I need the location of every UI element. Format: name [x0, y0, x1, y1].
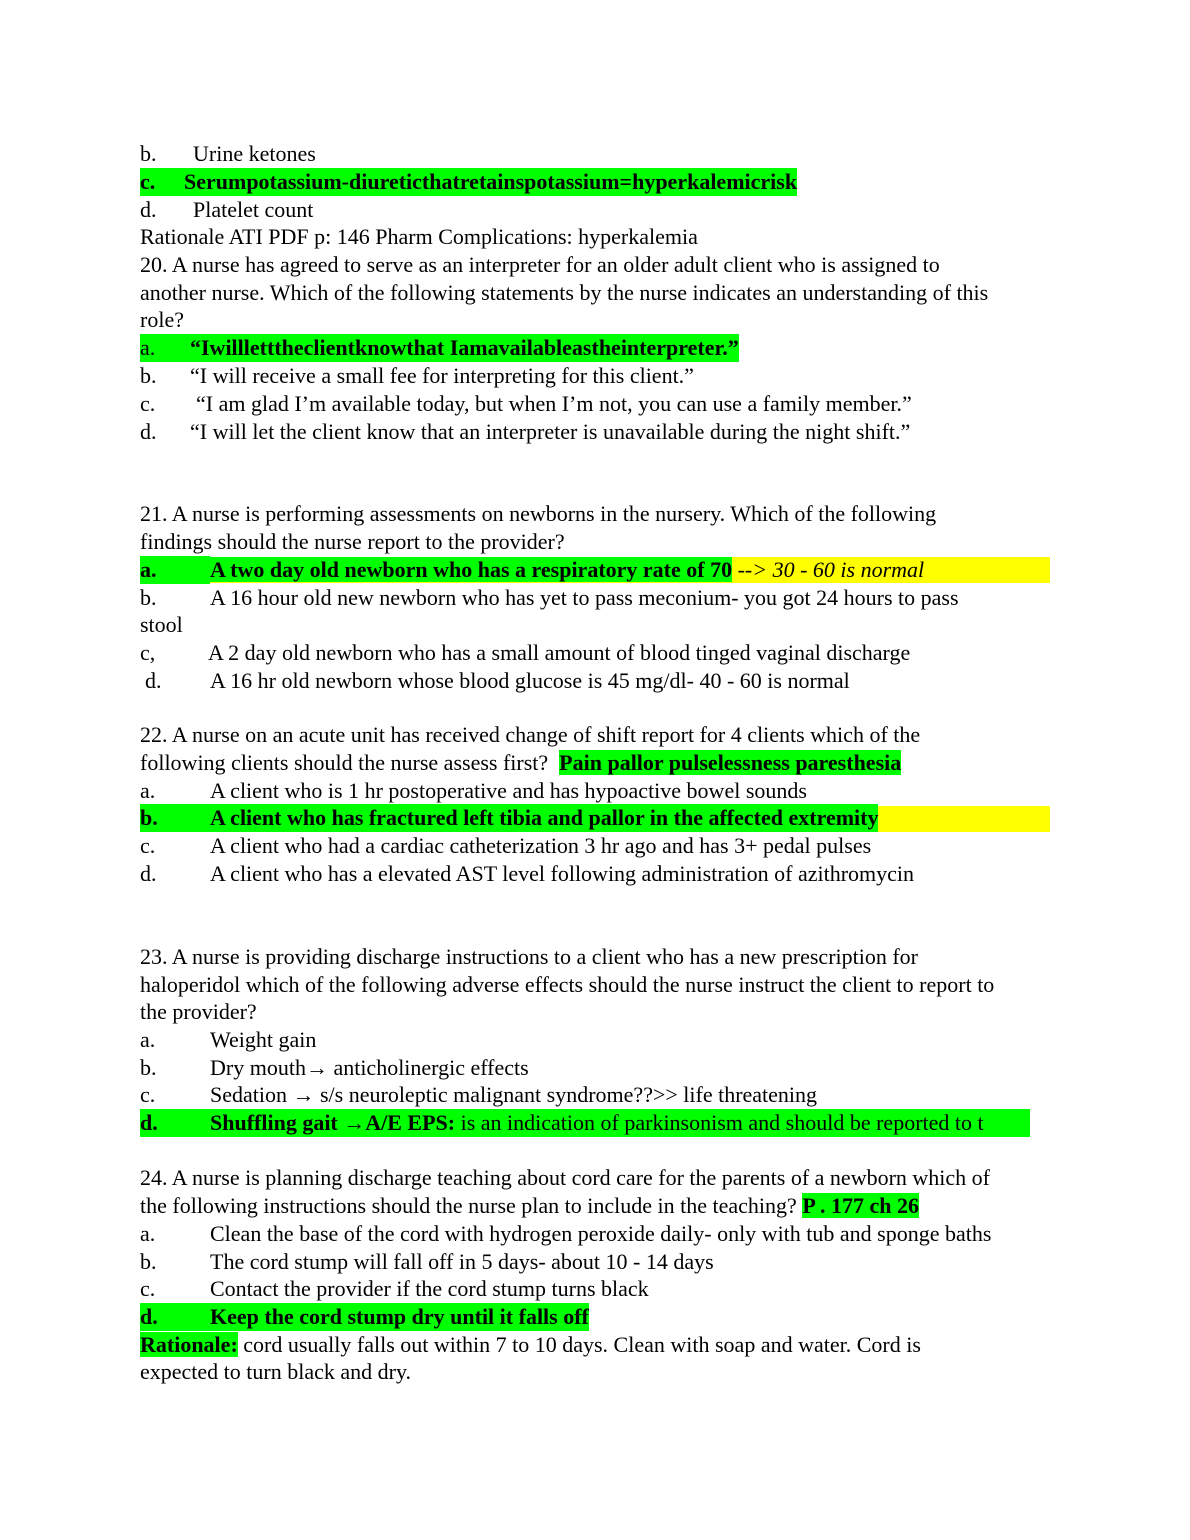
option-marker: c. — [140, 1082, 156, 1107]
q21-stem-line1: 21. A nurse is performing assessments on newborns in the nursery. Which of the following — [140, 501, 937, 526]
q24-rationale — [140, 1331, 921, 1359]
option-text: A 16 hr old newborn whose blood glucose is 45 mg/dl- 40 - 60 is normal — [210, 668, 850, 693]
stem-text: following clients should the nurse assess first? — [140, 750, 560, 775]
option-text: Contact the provider if the cord stump turns black — [210, 1276, 649, 1301]
option-text: Clean the base of the cord with hydrogen peroxide daily- only with tub and sponge baths — [210, 1221, 992, 1246]
option-text: A two day old newborn who has a respiratory rate of 70 — [210, 557, 733, 582]
option-marker: c, — [140, 640, 156, 665]
option-marker: a. — [140, 1027, 156, 1052]
option-marker: d. — [140, 861, 157, 886]
option-marker: c. — [140, 833, 156, 858]
option-text: Sedation → s/s neuroleptic malignant syndrome??>> life threatening — [210, 1082, 818, 1107]
q24-stem-line1: 24. A nurse is planning discharge teaching about cord care for the parents of a newborn which of — [140, 1165, 990, 1190]
option-marker: a. — [140, 778, 156, 803]
option-text: Urine ketones — [193, 141, 316, 166]
option-text: A client who has a elevated AST level following administration of azithromycin — [210, 861, 915, 886]
option-text: “I will receive a small fee for interpreting for this client.” — [190, 363, 694, 388]
option-marker: a. — [140, 334, 190, 362]
option-marker: c. — [140, 168, 184, 196]
option-text: A 16 hour old new newborn who has yet to pass meconium- you got 24 hours to pass — [210, 585, 959, 610]
option-marker: c. — [140, 391, 156, 416]
option-text: A 2 day old newborn who has a small amount of blood tinged vaginal discharge — [208, 640, 911, 665]
option-marker: b. — [140, 804, 210, 832]
stem-text: the following instructions should the nurse plan to include in the teaching? — [140, 1193, 803, 1218]
option-marker: d. — [145, 668, 162, 693]
q24-stem-line2 — [140, 1192, 919, 1220]
option-marker: b. — [140, 1249, 157, 1274]
option-marker: d. — [140, 419, 157, 444]
q22-stem-line2 — [140, 749, 901, 777]
q21-stem-line2: findings should the nurse report to the provider? — [140, 529, 565, 554]
stem-highlight-note: Pain pallor pulselessness paresthesia — [559, 750, 902, 775]
option-text: “I will let the client know that an interpreter is unavailable during the night shift.” — [190, 419, 911, 444]
option-text: Weight gain — [210, 1027, 317, 1052]
option-marker: d. — [140, 1303, 210, 1331]
q23-stem-line1: 23. A nurse is providing discharge instructions to a client who has a new prescription for — [140, 944, 919, 969]
option-text: Platelet count — [193, 197, 314, 222]
option-text: A client who had a cardiac catheterization 3 hr ago and has 3+ pedal pulses — [210, 833, 872, 858]
option-text: Dry mouth→ anticholinergic effects — [210, 1055, 529, 1080]
stem-page-reference: P . 177 ch 26 — [802, 1193, 920, 1218]
option-marker: b. — [140, 1055, 157, 1080]
option-text: “Iwillletttheclientknowthat Iamavailableastheinterpreter.” — [190, 335, 739, 360]
option-marker: d. — [140, 197, 157, 222]
q22-stem-line1: 22. A nurse on an acute unit has received change of shift report for 4 clients which of the — [140, 722, 921, 747]
option-marker: b. — [140, 141, 157, 166]
option-marker: b. — [140, 363, 157, 388]
option-marker: d. — [140, 1109, 210, 1137]
option-marker: b. — [140, 585, 157, 610]
q23-stem-line3: the provider? — [140, 999, 257, 1024]
q20-stem-line3: role? — [140, 307, 184, 332]
q19-rationale: Rationale ATI PDF p: 146 Pharm Complications: hyperkalemia — [140, 224, 698, 249]
option-note: --> 30 - 60 is normal — [732, 557, 925, 582]
option-text: Keep the cord stump dry until it falls off — [210, 1304, 589, 1329]
option-marker: a. — [140, 556, 210, 584]
rationale-label: Rationale: — [140, 1332, 238, 1357]
rationale-text: cord usually falls out within 7 to 10 days. Clean with soap and water. Cord is — [237, 1332, 921, 1357]
option-text: The cord stump will fall off in 5 days- about 10 - 14 days — [210, 1249, 714, 1274]
option-marker: a. — [140, 1221, 156, 1246]
q23-stem-line2: haloperidol which of the following adverse effects should the nurse instruct the client to report to — [140, 972, 995, 997]
q21-option-b-continuation: stool — [140, 612, 183, 637]
option-text-group — [210, 1109, 1030, 1137]
q24-rationale-continuation: expected to turn black and dry. — [140, 1359, 412, 1384]
q20-stem-line2: another nurse. Which of the following statements by the nurse indicates an understanding of this — [140, 280, 989, 305]
option-text: “I am glad I’m available today, but when I’m not, you can use a family member.” — [196, 391, 912, 416]
option-note: is an indication of parkinsonism and should be reported to t — [455, 1110, 984, 1135]
option-text: A client who has fractured left tibia and pallor in the affected extremity — [210, 805, 879, 830]
option-text: Serumpotassium-diureticthatretainspotassium=hyperkalemicrisk — [184, 169, 798, 194]
option-text: Shuffling gait →A/E EPS: — [210, 1110, 456, 1135]
option-text-group — [210, 556, 924, 584]
option-marker: c. — [140, 1276, 156, 1301]
q20-stem-line1: 20. A nurse has agreed to serve as an interpreter for an older adult client who is assigned to — [140, 252, 940, 277]
option-text: A client who is 1 hr postoperative and has hypoactive bowel sounds — [210, 778, 807, 803]
